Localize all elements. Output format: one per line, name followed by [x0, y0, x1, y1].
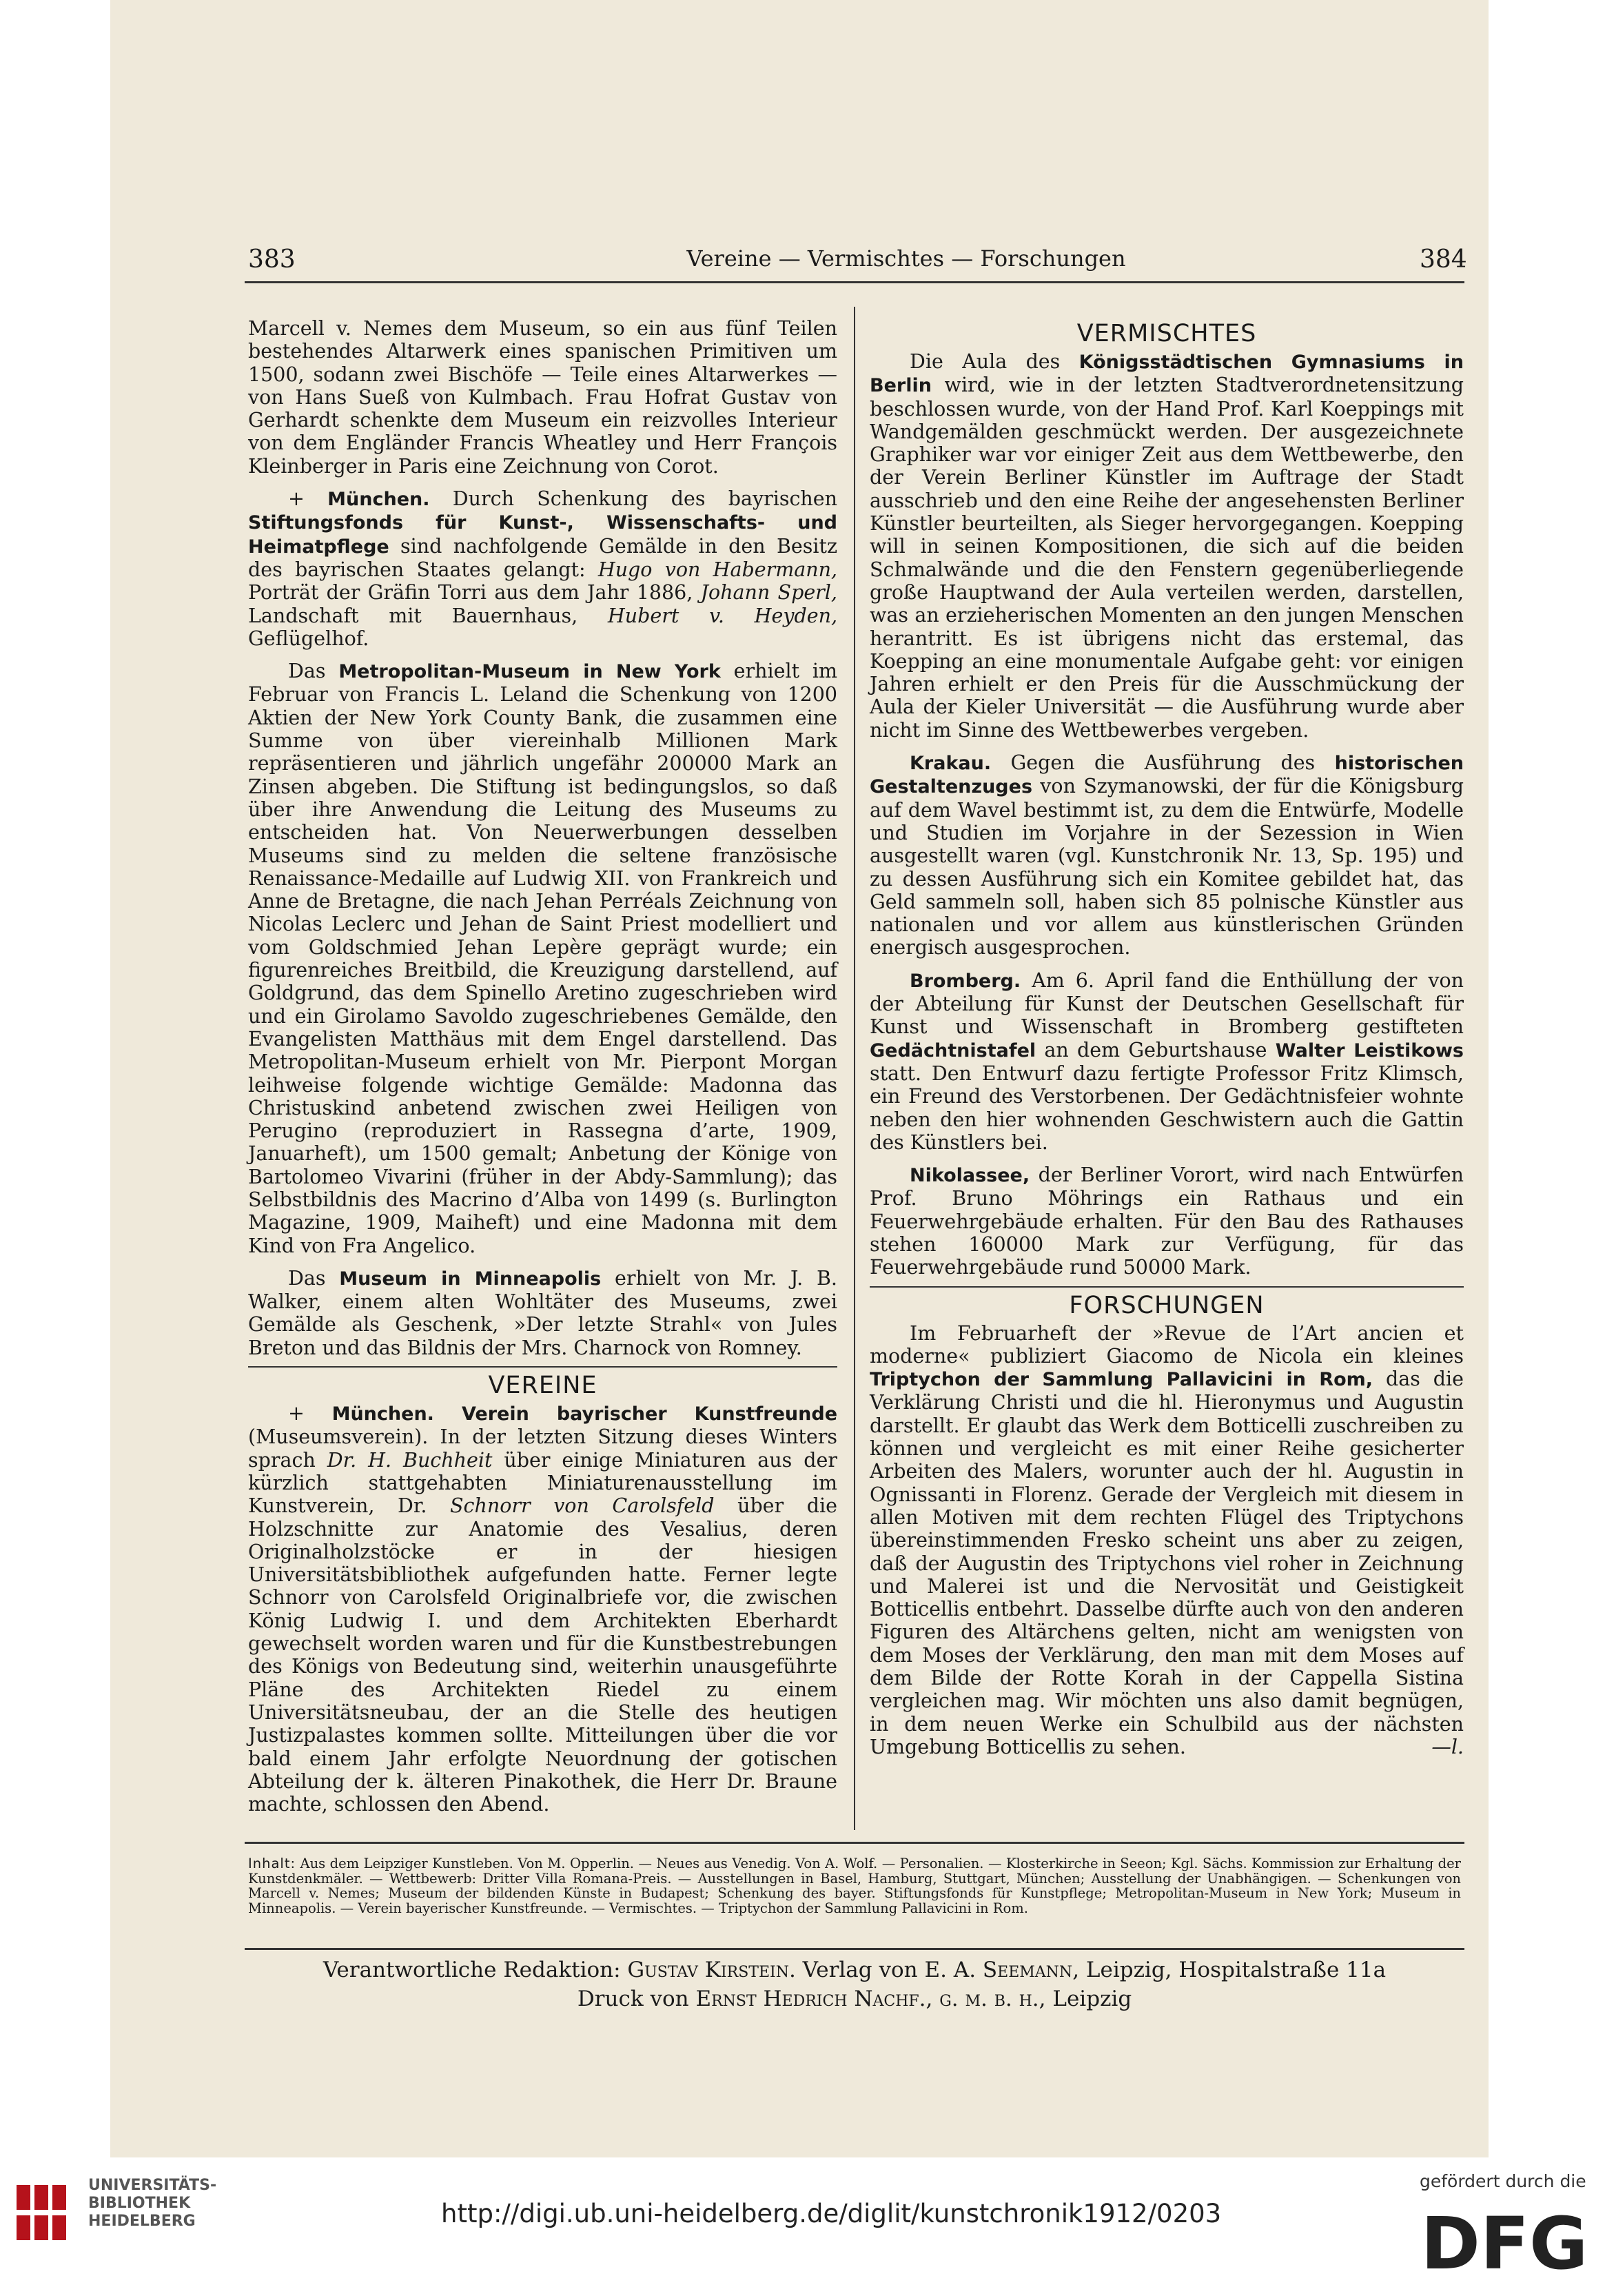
column-divider: [854, 307, 855, 1830]
paragraph-muenchen-stiftung: + München. Durch Schenkung des bayrischen Stiftungsfonds für Kunst-, Wissenschafts- und Heimatpflege sind nachfolgende Gemälde in den Besitz des bayrischen Staates gelangt: Hugo von Habermann, Porträt der Gräfin Torri aus dem Jahr 1886, Johann Sperl, Landschaft mit Bauernhaus, Hubert v. Heyden, Geflügelhof.: [248, 487, 838, 650]
library-name: UNIVERSITÄTS- BIBLIOTHEK HEIDELBERG: [88, 2177, 217, 2230]
paragraph-metropolitan: Das Metropolitan-Museum in New York erhielt im Februar von Francis L. Leland die Schenkung von 1200 Aktien der New York County Bank, die zusammen eine Summe von über viereinhalb Millionen Mark repräsentieren und jährlich ungefähr 200000 Mark an Zinsen abgeben. Die Stiftung ist bedingungslos, so daß über ihre Anwendung die Leitung des Museums zu entscheiden hat. Von Neuerwerbungen desselben Museums sind zu melden die seltene französische Renaissance-Medaille auf Ludwig XII. von Frankreich und Anne de Bretagne, die nach Jehan Perréals Zeichnung von Nicolas Leclerc und Jehan de Saint Priest modelliert und vom Goldschmied Jehan Lepère geprägt wurde; ein figurenreiches Breitbild, die Kreuzigung darstellend, auf Goldgrund, das dem Spinello Aretino zugeschrieben wird und ein Girolamo Savoldo zugeschriebenes Gemälde, den Evangelisten Matthäus mit dem Engel darstellend. Das Metropolitan-Museum erhielt von Mr. Pierpont Morgan leihweise folgende wichtige Gemälde: Madonna das Christuskind anbetend zwischen zwei Heiligen von Perugino (reproduziert in Rassegna d’arte, 1909, Januarheft), um 1500 gemalt; Anbetung der Könige von Bartolomeo Vivarini (früher in der Abdy-Sammlung); das Selbstbildnis des Macrino d’Alba von 1499 (s. Burlington Magazine, 1909, Maiheft) und eine Madonna mit dem Kind von Fra Angelico.: [248, 660, 838, 1257]
running-title: Vereine — Vermischtes — Forschungen: [686, 245, 1126, 272]
paragraph-verein-kunstfreunde: + München. Verein bayrischer Kunstfreunde (Museumsverein). In der letzten Sitzung dieses Winters sprach Dr. H. Buchheit über einige Miniaturen aus der kürzlich stattgehabten Miniaturenausstellung im Kunstverein, Dr. Schnorr von Carolsfeld über die Holzschnitte zur Anatomie des Vesalius, deren Originalholzstöcke er in der hiesigen Universitätsbibliothek aufgefunden hatte. Ferner legte Schnorr von Carolsfeld Originalbriefe vor, die zwischen König Ludwig I. und dem Architekten Eberhardt gewechselt worden waren und für die Kunstbestrebungen des Königs von Bedeutung sind, weiterhin unausgeführte Pläne des Architekten Riedel zu einem Universitätsneubau, der an die Stelle des heutigen Justizpalastes kommen sollte. Mitteilungen über die vor bald einem Jahr erfolgte Neuordnung der gotischen Abteilung der k. älteren Pinakothek, die Herr Dr. Braune machte, schlossen den Abend.: [248, 1402, 838, 1816]
header-rule: [245, 281, 1464, 283]
paragraph-krakau: Krakau. Gegen die Ausführung des historischen Gestaltenzuges von Szymanowski, der für die Königsburg auf dem Wavel bestimmt ist, zu dem die Entwürfe, Modelle und Studien im Vorjahre in der Sezession in Wien ausgestellt waren (vgl. Kunstchronik Nr. 13, Sp. 195) und zu dessen Ausführung sich ein Komitee gebildet hat, das Geld sammeln soll, haben sich 85 polnische Künstler aus nationalen und vor allem aus künstlerischen Gründen energisch ausgesprochen.: [870, 751, 1464, 959]
funded-by-label: gefördert durch die: [1420, 2171, 1586, 2191]
heading-forschungen: FORSCHUNGEN: [1069, 1291, 1265, 1319]
dfg-logo-text: DFG: [1420, 2202, 1588, 2286]
left-column: [248, 317, 837, 1816]
library-logo-icon: [14, 2180, 80, 2246]
dfg-logo: [1420, 2202, 1588, 2286]
signature: —l.: [1431, 1735, 1464, 1758]
inhalt-text: Aus dem Leipziger Kunstleben. Von M. Opperlin. — Neues aus Venedig. Von A. Wolf. — Personalien. — Klosterkirche in Seeon; Kgl. Sächs. Kommission zur Erhaltung der Kunstdenkmäler. — Wettbewerb: Dritter Villa Romana-Preis. — Ausstellungen in Basel, Hamburg, Stuttgart, München; Ausstellung der Unabhängigen. — Schenkungen von Marcell v. Nemes; Museum der bildenden Künste in Budapest; Schenkung des bayer. Stiftungsfonds für Kunstpflege; Metropolitan-Museum in New York; Museum in Minneapolis. — Verein bayerischer Kunstfreunde. — Vermischtes. — Triptychon der Sammlung Pallavicini in Rom.: [248, 1856, 1461, 1916]
right-column: [870, 317, 1464, 1758]
paragraph-bromberg: Bromberg. Am 6. April fand die Enthüllung der von der Abteilung für Kunst der Deutschen Gesellschaft für Kunst und Wissenschaft in Bromberg gestifteten Gedächtnistafel an dem Geburtshause Walter Leistikows statt. Den Entwurf dazu fertigte Professor Fritz Klimsch, ein Freund des Verstorbenen. Der Gedächtnisfeier wohnte neben den hier wohnenden Geschwistern auch die Gattin des Künstlers bei.: [870, 968, 1464, 1154]
imprint-editor: Verantwortliche Redaktion: Gustav Kirstein. Verlag von E. A. Seemann, Leipzig, Hospitalstraße 11a: [323, 1958, 1387, 1982]
imprint-printer: Druck von Ernst Hedrich Nachf., g. m. b. h., Leipzig: [577, 1987, 1132, 2011]
source-url[interactable]: http://digi.ub.uni-heidelberg.de/diglit/kunstchronik1912/0203: [441, 2199, 1222, 2228]
paragraph-nemes: Marcell v. Nemes dem Museum, so ein aus fünf Teilen bestehendes Altarwerk eines spanischen Primitiven um 1500, sodann zwei Bischöfe — Teile eines Altarwerkes — von Hans Sueß von Kulmbach. Frau Hofrat Gustav von Gerhardt schenkte dem Museum ein reizvolles Interieur von dem Engländer Francis Wheatley und Herr François Kleinberger in Paris eine Zeichnung von Corot.: [248, 317, 837, 478]
paragraph-nikolassee: Nikolassee, der Berliner Vorort, wird nach Entwürfen Prof. Bruno Möhrings ein Rathaus und ein Feuerwehrgebäude erhalten. Für den Bau des Rathauses stehen 160000 Mark zur Verfügung, für das Feuerwehrgebäude rund 50000 Mark.: [870, 1164, 1464, 1279]
paragraph-minneapolis: Das Museum in Minneapolis erhielt von Mr. J. B. Walker, einem alten Wohltäter des Museums, zwei Gemälde als Geschenk, »Der letzte Strahl« von Jules Breton und das Bildnis der Mrs. Charnock von Romney.: [248, 1266, 837, 1359]
page-number-left: 383: [248, 245, 296, 274]
page-number-right: 384: [1420, 245, 1467, 274]
heading-vereine: VEREINE: [488, 1372, 597, 1400]
paragraph-triptychon: Im Februarheft der »Revue de l’Art ancien et moderne« publiziert Giacomo de Nicola ein kleines Triptychon der Sammlung Pallavicini in Rom, das die Verklärung Christi und die hl. Hieronymus und Augustin darstellt. Er glaubt das Werk dem Botticelli zuschreiben zu können und vergleicht es mit einer Reihe gesicherter Arbeiten des Malers, worunter auch der hl. Augustin in Ognissanti in Florenz. Gerade der Vergleich mit diesem in allen Motiven mit dem rechten Flügel des Triptychons übereinstimmenden Fresko scheint uns aber zu zeigen, daß der Augustin des Triptychons viel roher in Zeichnung und Malerei ist und die Nervosität und Geistigkeit Botticellis entbehrt. Dasselbe dürfte auch von den anderen Figuren des Altärchens gelten, nicht am wenigsten von dem Moses der Verklärung, den man mit dem Moses auf dem Bilde der Rotte Korah in der Cappella Sistina vergleichen mag. Wir möchten uns also damit begnügen, in dem neuen Werke ein Schulbild aus der nächsten Umgebung Botticellis zu sehen. —l.: [870, 1321, 1464, 1758]
inhalt-label: Inhalt:: [248, 1856, 296, 1871]
imprint-rule: [245, 1948, 1464, 1950]
heading-vermischtes: VERMISCHTES: [1076, 320, 1257, 347]
table-of-contents: [248, 1856, 1461, 1916]
inhalt-rule: [245, 1842, 1464, 1844]
paragraph-berlin-aula: Die Aula des Königsstädtischen Gymnasiums in Berlin wird, wie in der letzten Stadtverordnetensitzung beschlossen wurde, von der Hand Prof. Karl Koeppings mit Wandgemälden geschmückt werden. Der ausgezeichnete Graphiker war vor einiger Zeit aus dem Wettbewerbe, den der Verein Berliner Künstler im Auftrage der Stadt ausschrieb und den eine Reihe der angesehensten Berliner Künstler beurteilten, als Sieger hervorgegangen. Koepping will in seinen Kompositionen, die sich auf die beiden Schmalwände und die den Fenstern gegenüberliegende große Hauptwand der Aula verteilen werden, darstellen, was an erzieherischen Momenten an den jungen Menschen herantritt. Es ist übrigens nicht das erstemal, das Koepping an eine monumentale Aufgabe geht: vor einigen Jahren erhielt er den Preis für die Ausschmückung der Aula der Kieler Universität — die Ausführung wurde aber nicht im Sinne des Wettbewerbes vergeben.: [870, 350, 1464, 742]
